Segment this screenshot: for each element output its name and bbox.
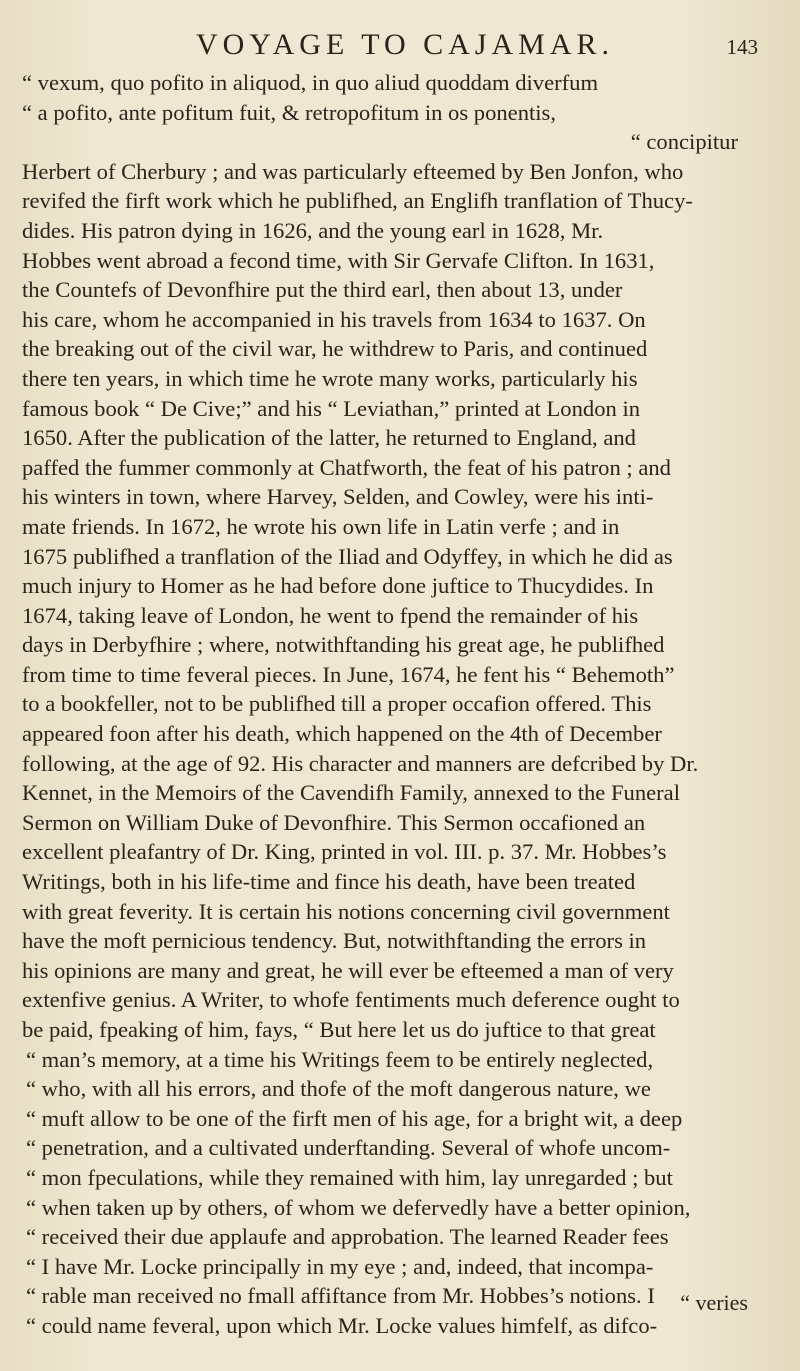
text-line: from time to time feveral pieces. In June, 1674, he fent his “ Behemoth”: [22, 661, 675, 687]
text-line: Kennet, in the Memoirs of the Cavendifh Family, annexed to the Funeral: [22, 780, 680, 806]
page-header: [22, 28, 758, 68]
text-line: extenfive genius. A Writer, to whofe fentiments much deference ought to: [22, 987, 680, 1013]
body-text: [22, 68, 758, 1341]
text-line: his winters in town, where Harvey, Selden, and Cowley, were his inti-: [22, 484, 654, 510]
text-line: “ received their due applaufe and approbation. The learned Reader fees: [26, 1224, 669, 1250]
catchword: “ veries: [680, 1290, 748, 1315]
text-line: revifed the firft work which he publifhed, an Englifh tranflation of Thucy-: [22, 188, 693, 214]
text-line: “ man’s memory, at a time his Writings feem to be entirely neglected,: [26, 1046, 654, 1072]
text-line: the Countefs of Devonfhire put the third earl, then about 13, under: [22, 277, 623, 303]
text-line: paffed the fummer commonly at Chatfworth, the feat of his patron ; and: [22, 454, 671, 480]
text-line: be paid, fpeaking of him, fays, “ But here let us do juftice to that great: [22, 1017, 656, 1042]
text-line: Writings, both in his life-time and fince his death, have been treated: [22, 869, 636, 895]
text-line: 1650. After the publication of the latter, he returned to England, and: [22, 425, 636, 451]
text-line: famous book “ De Cive;” and his “ Leviathan,” printed at London in: [22, 395, 641, 421]
text-line: there ten years, in which time he wrote many works, particularly his: [22, 365, 638, 391]
text-line: have the moft pernicious tendency. But, notwithftanding the errors in: [22, 928, 647, 954]
text-line: to a bookfeller, not to be publifhed till a proper occafion offered. This: [22, 691, 652, 717]
text-line: appeared foon after his death, which happened on the 4th of December: [22, 721, 662, 747]
text-line: with great feverity. It is certain his notions concerning civil government: [22, 898, 670, 924]
text-line: the breaking out of the civil war, he withdrew to Paris, and continued: [22, 336, 648, 362]
text-line: Hobbes went abroad a fecond time, with Sir Gervafe Clifton. In 1631,: [22, 247, 655, 273]
text-line: 1675 publifhed a tranflation of the Iliad and Odyffey, in which he did as: [22, 543, 673, 569]
running-title: VOYAGE TO CAJAMAR.: [195, 28, 615, 61]
text-line: “ concipitur: [630, 129, 738, 155]
text-line: “ vexum, quo pofito in aliquod, in quo aliud quoddam diverfum: [22, 70, 599, 95]
page-number: 143: [726, 35, 758, 59]
text-line: “ mon fpeculations, while they remained with him, lay unregarded ; but: [26, 1164, 673, 1190]
text-line: “ who, with all his errors, and thofe of the moft dangerous nature, we: [26, 1076, 651, 1102]
text-line: his care, whom he accompanied in his travels from 1634 to 1637. On: [22, 306, 646, 332]
text-line: “ muft allow to be one of the firft men of his age, for a bright wit, a deep: [26, 1105, 683, 1131]
text-line: mate friends. In 1672, he wrote his own life in Latin verfe ; and in: [22, 513, 620, 539]
text-line: “ when taken up by others, of whom we defervedly have a better opinion,: [26, 1194, 691, 1220]
text-line: dides. His patron dying in 1626, and the young earl in 1628, Mr.: [22, 217, 604, 243]
text-line: his opinions are many and great, he will ever be efteemed a man of very: [22, 957, 674, 983]
text-line: 1674, taking leave of London, he went to fpend the remainder of his: [22, 602, 639, 628]
text-line: Sermon on William Duke of Devonfhire. This Sermon occafioned an: [22, 809, 646, 835]
text-line: “ I have Mr. Locke principally in my eye ; and, indeed, that incompa-: [26, 1253, 654, 1279]
text-line: much injury to Homer as he had before done juftice to Thucydides. In: [22, 573, 654, 599]
text-line: following, at the age of 92. His character and manners are defcribed by Dr.: [22, 750, 699, 776]
text-line: “ could name feveral, upon which Mr. Locke values himfelf, as difco-: [26, 1312, 658, 1338]
text-line: excellent pleafantry of Dr. King, printed in vol. III. p. 37. Mr. Hobbes’s: [22, 839, 667, 865]
text-line: “ a pofito, ante pofitum fuit, & retropofitum in os ponentis,: [22, 99, 556, 125]
text-line: days in Derbyfhire ; where, notwithftanding his great age, he publifhed: [22, 632, 665, 658]
text-line: “ rable man received no fmall affiftance from Mr. Hobbes’s notions. I: [26, 1283, 655, 1309]
text-line: “ penetration, and a cultivated underftanding. Several of whofe uncom-: [26, 1135, 671, 1161]
text-line: Herbert of Cherbury ; and was particularly efteemed by Ben Jonfon, who: [22, 158, 684, 184]
